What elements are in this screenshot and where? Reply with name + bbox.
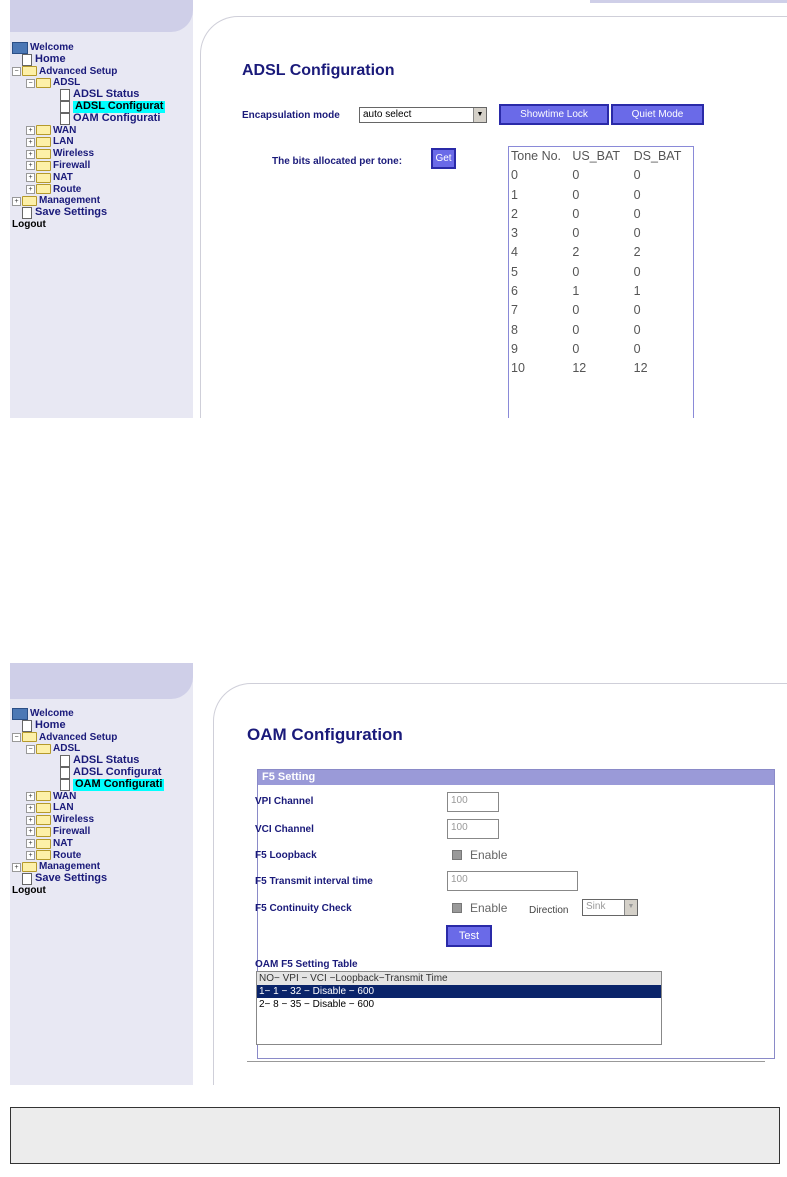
get-button[interactable]: Get — [431, 148, 456, 169]
transmit-interval-label: F5 Transmit interval time — [255, 876, 373, 887]
note-box — [10, 1107, 780, 1164]
expand-icon[interactable]: + — [26, 816, 35, 825]
expand-icon[interactable]: + — [26, 173, 35, 182]
document-icon — [60, 89, 70, 101]
nav-home[interactable]: Home — [12, 720, 164, 732]
nav-oam-configuration[interactable]: OAM Configurati — [12, 113, 165, 125]
table-cell: 6 — [511, 284, 518, 299]
table-cell: 0 — [572, 303, 580, 318]
section-title: F5 Setting — [258, 770, 774, 785]
table-row — [509, 224, 693, 243]
nav-advanced-setup[interactable]: − Advanced Setup — [12, 732, 164, 744]
f5-loopback-label: F5 Loopback — [255, 850, 317, 861]
nav-route[interactable]: + Route — [12, 850, 164, 862]
nav-nat[interactable]: + NAT — [12, 838, 164, 850]
continuity-check-checkbox[interactable]: Enable — [452, 901, 507, 915]
header-accent-line — [590, 0, 787, 3]
vpi-channel-label: VPI Channel — [255, 796, 314, 807]
oam-f5-setting-table[interactable] — [256, 971, 662, 1045]
page-title: ADSL Configuration — [242, 62, 395, 79]
table-cell: 12 — [572, 361, 587, 376]
monitor-icon — [12, 42, 28, 54]
table-row — [509, 166, 693, 185]
nav-wan[interactable]: + WAN — [12, 125, 165, 137]
table-cell: 0 — [572, 322, 580, 337]
table-row — [509, 205, 693, 224]
checkbox-icon[interactable] — [452, 903, 462, 913]
table-cell: 0 — [572, 226, 580, 241]
nav-home[interactable]: Home — [12, 54, 165, 66]
document-icon — [22, 720, 32, 732]
folder-icon — [36, 149, 51, 159]
nav-tree — [12, 708, 164, 897]
document-icon — [60, 113, 70, 125]
test-button[interactable]: Test — [446, 925, 492, 947]
document-icon — [60, 755, 70, 767]
document-icon — [60, 779, 70, 791]
folder-open-icon — [22, 732, 37, 742]
folder-icon — [36, 125, 51, 135]
vpi-channel-input[interactable]: 100 — [447, 792, 499, 812]
table-cell: 0 — [633, 168, 641, 183]
collapse-icon[interactable]: − — [26, 745, 35, 754]
table-cell: 0 — [572, 168, 580, 183]
table-cell: 0 — [572, 264, 580, 279]
expand-icon[interactable]: + — [26, 161, 35, 170]
table-row — [509, 186, 693, 205]
table-cell: 0 — [633, 341, 641, 356]
document-icon — [22, 54, 32, 66]
expand-icon[interactable]: + — [26, 792, 35, 801]
table-row — [509, 263, 693, 282]
table-cell: 0 — [633, 264, 641, 279]
nav-logout[interactable]: Logout — [12, 218, 46, 230]
checkbox-icon[interactable] — [452, 850, 462, 860]
table-cell: 8 — [511, 322, 518, 337]
collapse-icon[interactable]: − — [12, 733, 21, 742]
table-cell: 0 — [633, 322, 641, 337]
nav-nat[interactable]: + NAT — [12, 172, 165, 184]
document-icon — [60, 101, 70, 113]
table-cell: 7 — [511, 303, 518, 318]
table-cell: 2 — [511, 206, 518, 221]
tone-table-header — [509, 147, 693, 166]
folder-icon — [36, 173, 51, 183]
nav-welcome[interactable]: Welcome — [12, 42, 165, 54]
folder-icon — [36, 803, 51, 813]
folder-icon — [36, 161, 51, 171]
adsl-configuration-screenshot — [10, 0, 787, 418]
folder-icon — [22, 196, 37, 206]
transmit-interval-input[interactable]: 100 — [447, 871, 578, 891]
bits-per-tone-label: The bits allocated per tone: — [272, 156, 403, 167]
expand-icon[interactable]: + — [26, 804, 35, 813]
expand-icon[interactable]: + — [26, 150, 35, 159]
nav-adsl-configuration[interactable]: ADSL Configurat — [12, 767, 164, 779]
vci-channel-label: VCI Channel — [255, 824, 314, 835]
quiet-mode-button[interactable]: Quiet Mode — [611, 104, 704, 125]
folder-open-icon — [36, 744, 51, 754]
table-cell: 0 — [633, 303, 641, 318]
table-row — [509, 359, 693, 378]
table-row — [509, 340, 693, 359]
table-cell: 1 — [572, 284, 580, 299]
table-row — [509, 282, 693, 301]
column-header: DS_BAT — [633, 149, 682, 163]
table-cell: 0 — [511, 168, 518, 183]
nav-adsl-configuration[interactable]: ADSL Configurat — [12, 101, 165, 113]
oam-table-label: OAM F5 Setting Table — [255, 959, 358, 970]
direction-label: Direction — [529, 905, 569, 916]
table-cell: 1 — [511, 187, 518, 202]
expand-icon[interactable]: + — [12, 197, 21, 206]
folder-open-icon — [22, 66, 37, 76]
table-cell: 0 — [572, 187, 580, 202]
nav-wan[interactable]: + WAN — [12, 791, 164, 803]
document-icon — [22, 873, 32, 885]
nav-tree — [12, 42, 165, 231]
oam-configuration-screenshot — [10, 663, 787, 1085]
nav-lan[interactable]: + LAN — [12, 802, 164, 814]
folder-icon — [36, 184, 51, 194]
nav-save-settings[interactable]: Save Settings — [12, 873, 164, 885]
table-cell: 9 — [511, 341, 518, 356]
encapsulation-select[interactable]: auto select ▼ — [359, 107, 487, 123]
nav-lan[interactable]: + LAN — [12, 136, 165, 148]
folder-icon — [36, 827, 51, 837]
table-cell: 0 — [572, 206, 580, 221]
folder-icon — [36, 815, 51, 825]
nav-management[interactable]: + Management — [12, 861, 164, 873]
table-cell: 5 — [511, 264, 518, 279]
table-cell: 4 — [511, 245, 518, 260]
nav-adsl-status[interactable]: ADSL Status — [12, 89, 165, 101]
collapse-icon[interactable]: − — [12, 67, 21, 76]
column-header: Tone No. — [511, 149, 562, 163]
table-cell: 2 — [572, 245, 580, 260]
nav-wireless[interactable]: + Wireless — [12, 148, 165, 160]
nav-adsl[interactable]: − ADSL — [12, 77, 165, 89]
nav-adsl[interactable]: − ADSL — [12, 743, 164, 755]
list-item[interactable]: 2− 8 − 35 − Disable − 600 — [259, 999, 375, 1010]
table-cell: 0 — [633, 226, 641, 241]
table-row — [509, 301, 693, 320]
table-cell: 3 — [511, 226, 518, 241]
table-cell: 10 — [511, 361, 525, 376]
vci-channel-input[interactable]: 100 — [447, 819, 499, 839]
direction-select[interactable]: Sink ▼ — [582, 899, 638, 916]
expand-icon[interactable]: + — [26, 126, 35, 135]
f5-loopback-checkbox[interactable]: Enable — [452, 848, 507, 862]
expand-icon[interactable]: + — [12, 863, 21, 872]
nav-welcome[interactable]: Welcome — [12, 708, 164, 720]
table-row — [509, 321, 693, 340]
continuity-check-label: F5 Continuity Check — [255, 903, 352, 914]
table-header: NO− VPI − VCI −Loopback−Transmit Time — [257, 972, 661, 985]
expand-icon[interactable]: + — [26, 185, 35, 194]
table-cell: 12 — [633, 361, 648, 376]
document-icon — [60, 767, 70, 779]
showtime-lock-button[interactable]: Showtime Lock — [499, 104, 609, 125]
sidebar — [10, 0, 193, 418]
nav-firewall[interactable]: + Firewall — [12, 826, 164, 838]
nav-save-settings[interactable]: Save Settings — [12, 207, 165, 219]
tone-table — [508, 146, 694, 418]
sidebar — [10, 663, 193, 1085]
nav-route[interactable]: + Route — [12, 184, 165, 196]
sidebar-header-tab — [10, 0, 193, 32]
nav-advanced-setup[interactable]: − Advanced Setup — [12, 66, 165, 78]
sidebar-header-tab — [10, 663, 193, 699]
nav-firewall[interactable]: + Firewall — [12, 160, 165, 172]
expand-icon[interactable]: + — [26, 138, 35, 147]
list-item[interactable]: 1− 1 − 32 − Disable − 600 — [257, 985, 661, 998]
page-title: OAM Configuration — [247, 725, 403, 744]
nav-wireless[interactable]: + Wireless — [12, 814, 164, 826]
dropdown-arrow-icon[interactable]: ▼ — [624, 900, 637, 915]
table-cell: 0 — [633, 187, 641, 202]
monitor-icon — [12, 708, 28, 720]
nav-management[interactable]: + Management — [12, 195, 165, 207]
collapse-icon[interactable]: − — [26, 79, 35, 88]
document-icon — [22, 207, 32, 219]
table-cell: 0 — [633, 206, 641, 221]
nav-logout[interactable]: Logout — [12, 884, 46, 896]
table-row — [509, 243, 693, 262]
folder-icon — [36, 839, 51, 849]
expand-icon[interactable]: + — [26, 851, 35, 860]
nav-oam-configuration[interactable]: OAM Configurati — [12, 779, 164, 791]
table-cell: 2 — [633, 245, 641, 260]
folder-icon — [22, 862, 37, 872]
table-cell: 1 — [633, 284, 641, 299]
folder-icon — [36, 850, 51, 860]
dropdown-arrow-icon[interactable]: ▼ — [473, 108, 486, 122]
encapsulation-label: Encapsulation mode — [242, 110, 340, 121]
expand-icon[interactable]: + — [26, 827, 35, 836]
expand-icon[interactable]: + — [26, 839, 35, 848]
table-cell: 0 — [572, 341, 580, 356]
folder-open-icon — [36, 78, 51, 88]
column-header: US_BAT — [572, 149, 621, 163]
folder-icon — [36, 791, 51, 801]
divider — [247, 1061, 765, 1062]
folder-icon — [36, 137, 51, 147]
nav-adsl-status[interactable]: ADSL Status — [12, 755, 164, 767]
